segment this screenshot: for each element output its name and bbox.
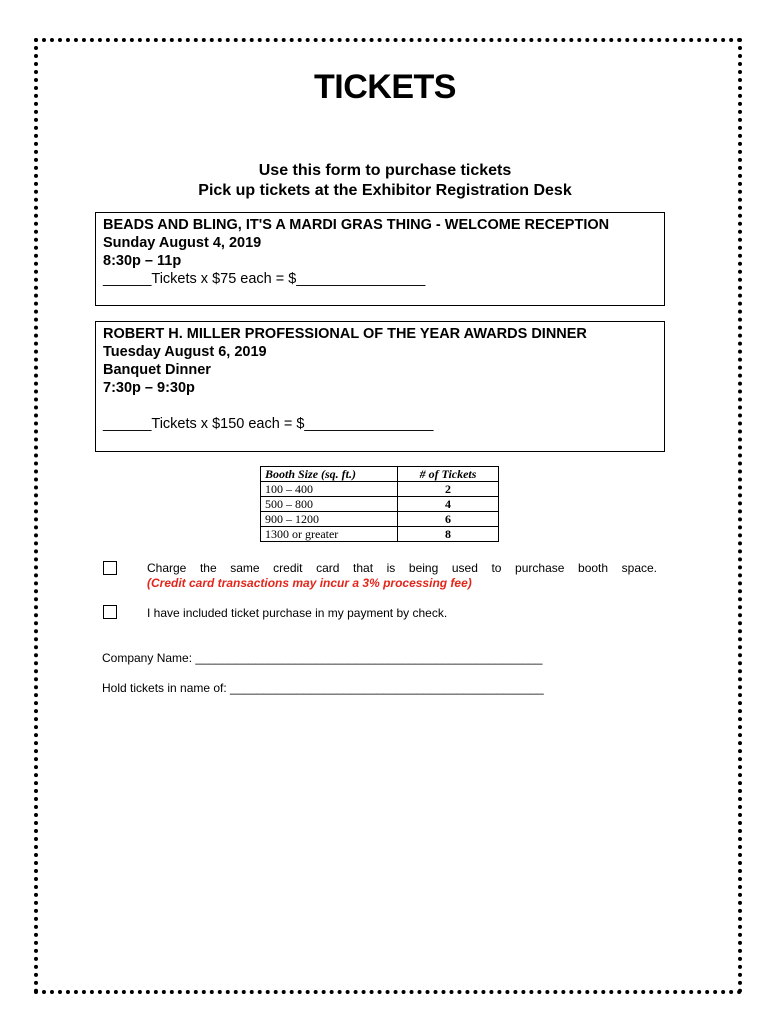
reception-date: Sunday August 4, 2019 <box>103 235 262 251</box>
table-cell: 6 <box>398 512 499 527</box>
booth-size-table <box>260 466 499 542</box>
table-row <box>261 482 499 497</box>
reception-time: 8:30p – 11p <box>103 253 182 269</box>
table-cell: 900 – 1200 <box>261 512 398 527</box>
reception-box <box>95 212 665 306</box>
table-cell: 2 <box>398 482 499 497</box>
table-cell: 1300 or greater <box>261 527 398 542</box>
page-title: TICKETS <box>314 68 456 106</box>
table-header-cell: # of Tickets <box>398 467 499 482</box>
table-cell: 8 <box>398 527 499 542</box>
dinner-box <box>95 321 665 452</box>
intro-line-1: Use this form to purchase tickets <box>258 162 512 179</box>
dinner-ticket-field[interactable]: ______Tickets x $150 each = $________________ <box>103 416 434 432</box>
dinner-time: 7:30p – 9:30p <box>103 380 195 396</box>
table-row <box>261 527 499 542</box>
dinner-name: ROBERT H. MILLER PROFESSIONAL OF THE YEAR AWARDS DINNER <box>103 326 587 342</box>
check-payment-checkbox[interactable] <box>103 605 117 619</box>
table-row <box>261 512 499 527</box>
table-row <box>261 497 499 512</box>
table-cell: 100 – 400 <box>261 482 398 497</box>
reception-ticket-field[interactable]: ______Tickets x $75 each = $________________ <box>103 271 426 287</box>
company-name-field[interactable]: Company Name: ____________________________________________________ <box>102 651 543 665</box>
hold-tickets-name-field[interactable]: Hold tickets in name of: _______________________________________________ <box>102 681 544 695</box>
credit-card-checkbox[interactable] <box>103 561 117 575</box>
intro-line-2: Pick up tickets at the Exhibitor Registration Desk <box>198 182 572 199</box>
reception-name: BEADS AND BLING, IT'S A MARDI GRAS THING - WELCOME RECEPTION <box>103 217 610 233</box>
credit-card-option-label: Charge the same credit card that is being used to purchase booth space. <box>147 561 657 575</box>
check-payment-option-label: I have included ticket purchase in my payment by check. <box>147 606 448 620</box>
dinner-event: Banquet Dinner <box>103 362 211 378</box>
table-cell: 4 <box>398 497 499 512</box>
dinner-date: Tuesday August 6, 2019 <box>103 344 267 360</box>
table-header-row <box>261 467 499 482</box>
credit-card-fee-note: (Credit card transactions may incur a 3% processing fee) <box>147 576 472 590</box>
table-header-cell: Booth Size (sq. ft.) <box>261 467 398 482</box>
table-cell: 500 – 800 <box>261 497 398 512</box>
